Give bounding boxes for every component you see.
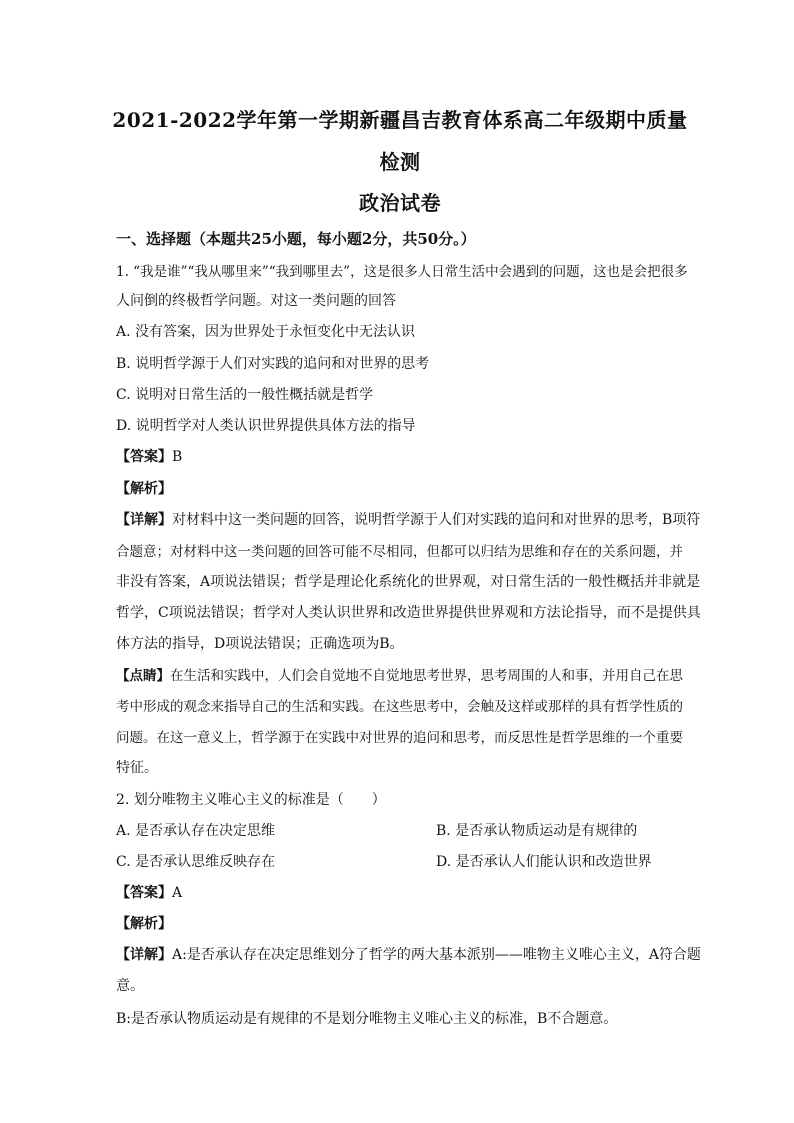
q2-option-b: B. 是否承认物质运动是有规律的 — [436, 823, 638, 839]
q2-answer-tag: 【答案】 — [116, 885, 172, 901]
q2-detail-line1 — [116, 944, 701, 964]
q1-comment-tag: 【点睛】 — [116, 668, 170, 684]
q2-answer — [116, 882, 701, 902]
q1-option-a: A. 没有答案，因为世界处于永恒变化中无法认识 — [116, 324, 416, 340]
q1-comment-line4: 特征。 — [116, 760, 158, 776]
q1-analysis-tag: 【解析】 — [116, 481, 172, 497]
section-heading: 一、选择题（本题共25小题，每小题2分，共50分。） — [116, 230, 476, 248]
q1-answer-value: B — [172, 449, 183, 465]
q1-comment-line1 — [116, 664, 701, 684]
q1-answer-tag: 【答案】 — [116, 449, 172, 465]
q1-option-d: D. 说明哲学对人类认识世界提供具体方法的指导 — [116, 418, 416, 434]
q1-comment-line3: 问题。在这一意义上，哲学源于在实践中对世界的追问和思考，而反思性是哲学思维的一个重要 — [116, 730, 683, 746]
q2-answer-value: A — [172, 885, 183, 901]
q1-detail-line3: 非没有答案，A项说法错误；哲学是理论化系统化的世界观，对日常生活的一般性概括并非就是 — [116, 574, 701, 590]
q1-stem-line1: 1. “我是谁”“我从哪里来”“我到哪里去”，这是很多人日常生活中会遇到的问题，这也是会把很多 — [116, 264, 688, 280]
q2-option-a: A. 是否承认存在决定思维 — [116, 823, 276, 839]
exam-title-line2: 检测 — [379, 150, 421, 174]
q2-analysis-tag: 【解析】 — [116, 916, 172, 932]
q2-stem: 2. 划分唯物主义唯心主义的标准是（ ） — [116, 792, 386, 808]
q2-option-d: D. 是否承认人们能认识和改造世界 — [436, 854, 652, 870]
q1-option-c: C. 说明对日常生活的一般性概括就是哲学 — [116, 387, 374, 403]
exam-subtitle: 政治试卷 — [359, 191, 441, 215]
q1-comment-line2: 考中形成的观念来指导自己的生活和实践。在这些思考中，会触及这样或那样的具有哲学性质的 — [116, 699, 683, 715]
q1-detail-tag: 【详解】 — [116, 512, 172, 528]
q2-detail-line3: B:是否承认物质运动是有规律的不是划分唯物主义唯心主义的标准，B不合题意。 — [116, 1011, 618, 1027]
q1-detail-line2: 合题意；对材料中这一类问题的回答可能不尽相同，但都可以归结为思维和存在的关系问题，并 — [116, 544, 683, 560]
q1-detail-text: 对材料中这一类问题的回答，说明哲学源于人们对实践的追问和对世界的思考，B项符 — [172, 512, 701, 528]
q2-detail-line2: 意。 — [116, 978, 144, 994]
q1-answer — [116, 446, 701, 466]
q2-detail-text: A:是否承认存在决定思维划分了哲学的两大基本派别——唯物主义唯心主义，A符合题 — [172, 947, 701, 963]
q1-detail-line1 — [116, 509, 701, 529]
q2-option-c: C. 是否承认思维反映存在 — [116, 854, 276, 870]
q1-detail-line4: 哲学，C项说法错误；哲学对人类认识世界和改造世界提供世界观和方法论指导，而不是提供具 — [116, 605, 701, 621]
q1-comment-text: 在生活和实践中，人们会自觉地不自觉地思考世界，思考周围的人和事，并用自己在思 — [170, 668, 683, 684]
exam-title-line1: 2021-2022学年第一学期新疆昌吉教育体系高二年级期中质量 — [112, 108, 688, 132]
q1-stem-line2: 人问倒的终极哲学问题。对这一类问题的回答 — [116, 293, 396, 309]
q2-detail-tag: 【详解】 — [116, 947, 172, 963]
q1-option-b: B. 说明哲学源于人们对实践的追问和对世界的思考 — [116, 356, 430, 372]
q1-detail-line5: 体方法的指导，D项说法错误；正确选项为B。 — [116, 636, 404, 652]
